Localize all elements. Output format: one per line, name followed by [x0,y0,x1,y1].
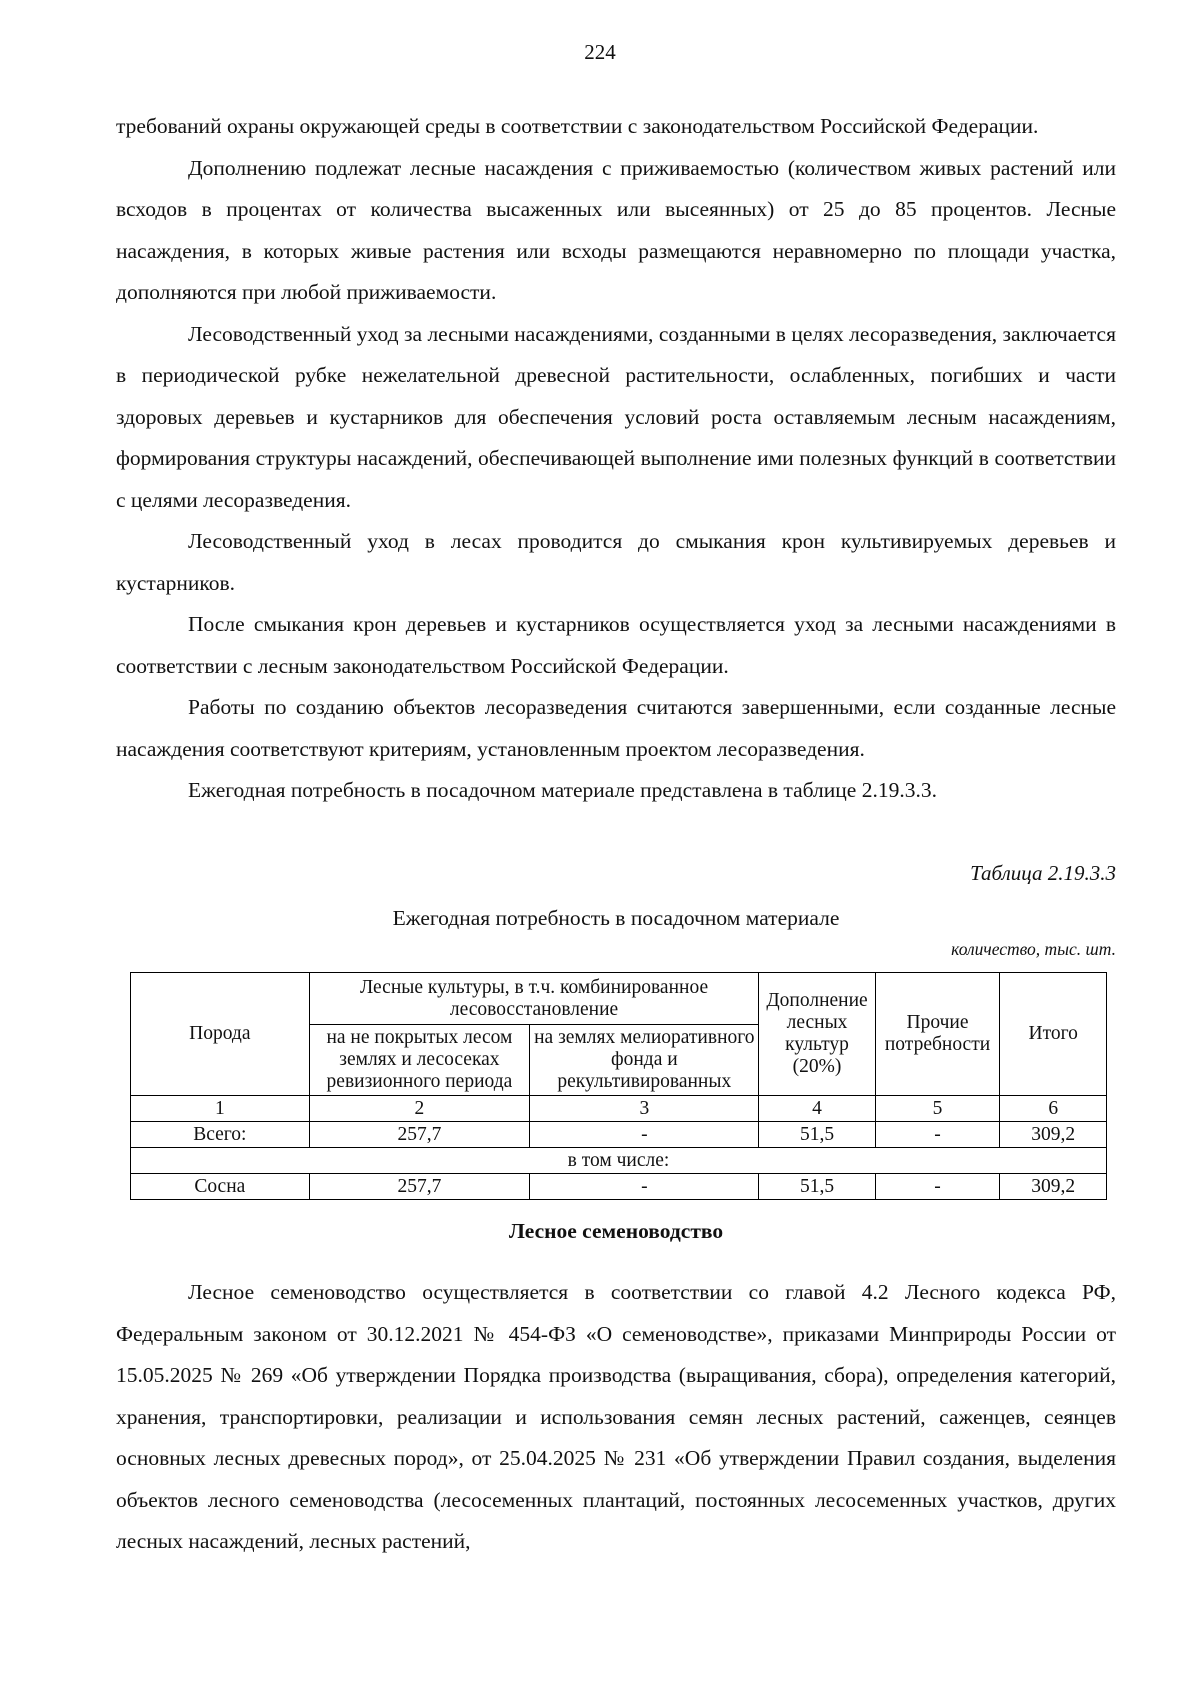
table-row-total [131,1122,1107,1148]
paragraph: Лесное семеноводство осуществляется в соответствии со главой 4.2 Лесного кодекса РФ, Федеральным законом от 30.12.2021 № 454-ФЗ «О семеноводстве», приказами Минприроды России от 15.05.2025 № 269 «Об утверждении Порядка производства (выращивания, сбора), определения категорий, хранения, транспортировки, реализации и использования семян лесных растений, саженцев, сеянцев основных лесных древесных пород», от 25.04.2025 № 231 «Об утверждении Правил создания, выделения объектов лесного семеноводства (лесосеменных плантаций, постоянных лесосеменных участков, других лесных насаждений, лесных растений, [116,1280,1116,1553]
header-breed: Порода [131,973,310,1096]
table-cell: 309,2 [1000,1174,1107,1200]
table-unit: количество, тыс. шт. [951,939,1116,959]
header-uncovered-lands: на не покрытых лесом землях и лесосеках ревизионного периода [309,1025,530,1096]
paragraph: Ежегодная потребность в посадочном материале представлена в таблице 2.19.3.3. [188,778,937,802]
header-reclamation-lands: на землях мелиоративного фонда и рекультивированных [530,1025,759,1096]
column-number-row [131,1096,1107,1122]
table-cell: Сосна [131,1174,310,1200]
table-cell: - [875,1122,1000,1148]
paragraph: После смыкания крон деревьев и кустарников осуществляется уход за лесными насаждениями в соответствии с лесным законодательством Российской Федерации. [116,612,1116,678]
body-text-bottom [116,1272,1116,1563]
column-number: 4 [759,1096,875,1122]
paragraph: Работы по созданию объектов лесоразведения считаются завершенными, если созданные лесные насаждения соответствуют критериям, установленным проектом лесоразведения. [116,695,1116,761]
table-cell: 309,2 [1000,1122,1107,1148]
table-cell: Всего: [131,1122,310,1148]
column-number: 3 [530,1096,759,1122]
paragraph: требований охраны окружающей среды в соответствии с законодательством Российской Федерации. [116,114,1039,138]
column-number: 5 [875,1096,1000,1122]
header-addition: Дополнение лесных культур (20%) [759,973,875,1096]
column-number: 2 [309,1096,530,1122]
page-number: 224 [584,40,616,64]
table-cell: 51,5 [759,1122,875,1148]
paragraph: Дополнению подлежат лесные насаждения с приживаемостью (количеством живых растений или всходов в процентах от количества высаженных или высеянных) от 25 до 85 процентов. Лесные насаждения, в которых живые растения или всходы размещаются неравномерно по площади участка, дополняются при любой приживаемости. [116,155,1116,304]
table-title: Ежегодная потребность в посадочном материале [392,906,840,930]
column-number: 6 [1000,1096,1107,1122]
table-cell: 51,5 [759,1174,875,1200]
section-heading: Лесное семеноводство [508,1219,724,1243]
column-number: 1 [131,1096,310,1122]
paragraph: Лесоводственный уход в лесах проводится до смыкания крон культивируемых деревьев и кустарников. [116,529,1116,595]
table-cell: - [530,1122,759,1148]
including-row: в том числе: [131,1148,1107,1174]
table-cell: - [530,1174,759,1200]
table-cell: 257,7 [309,1122,530,1148]
table-cell: - [875,1174,1000,1200]
header-forest-crops: Лесные культуры, в т.ч. комбинированное лесовосстановление [309,973,759,1025]
table-label: Таблица 2.19.3.3 [970,861,1116,885]
header-other-needs: Прочие потребности [875,973,1000,1096]
planting-material-table [130,972,1107,1200]
table-cell: 257,7 [309,1174,530,1200]
body-text-top [116,106,1116,812]
paragraph: Лесоводственный уход за лесными насаждениями, созданными в целях лесоразведения, заключается в периодической рубке нежелательной древесной растительности, ослабленных, погибших и части здоровых деревьев и кустарников для обеспечения условий роста оставляемым лесным насаждениям, формирования структуры насаждений, обеспечивающей выполнение ими полезных функций в соответствии с целями лесоразведения. [116,321,1116,512]
header-total: Итого [1000,973,1107,1096]
table-row [131,1174,1107,1200]
